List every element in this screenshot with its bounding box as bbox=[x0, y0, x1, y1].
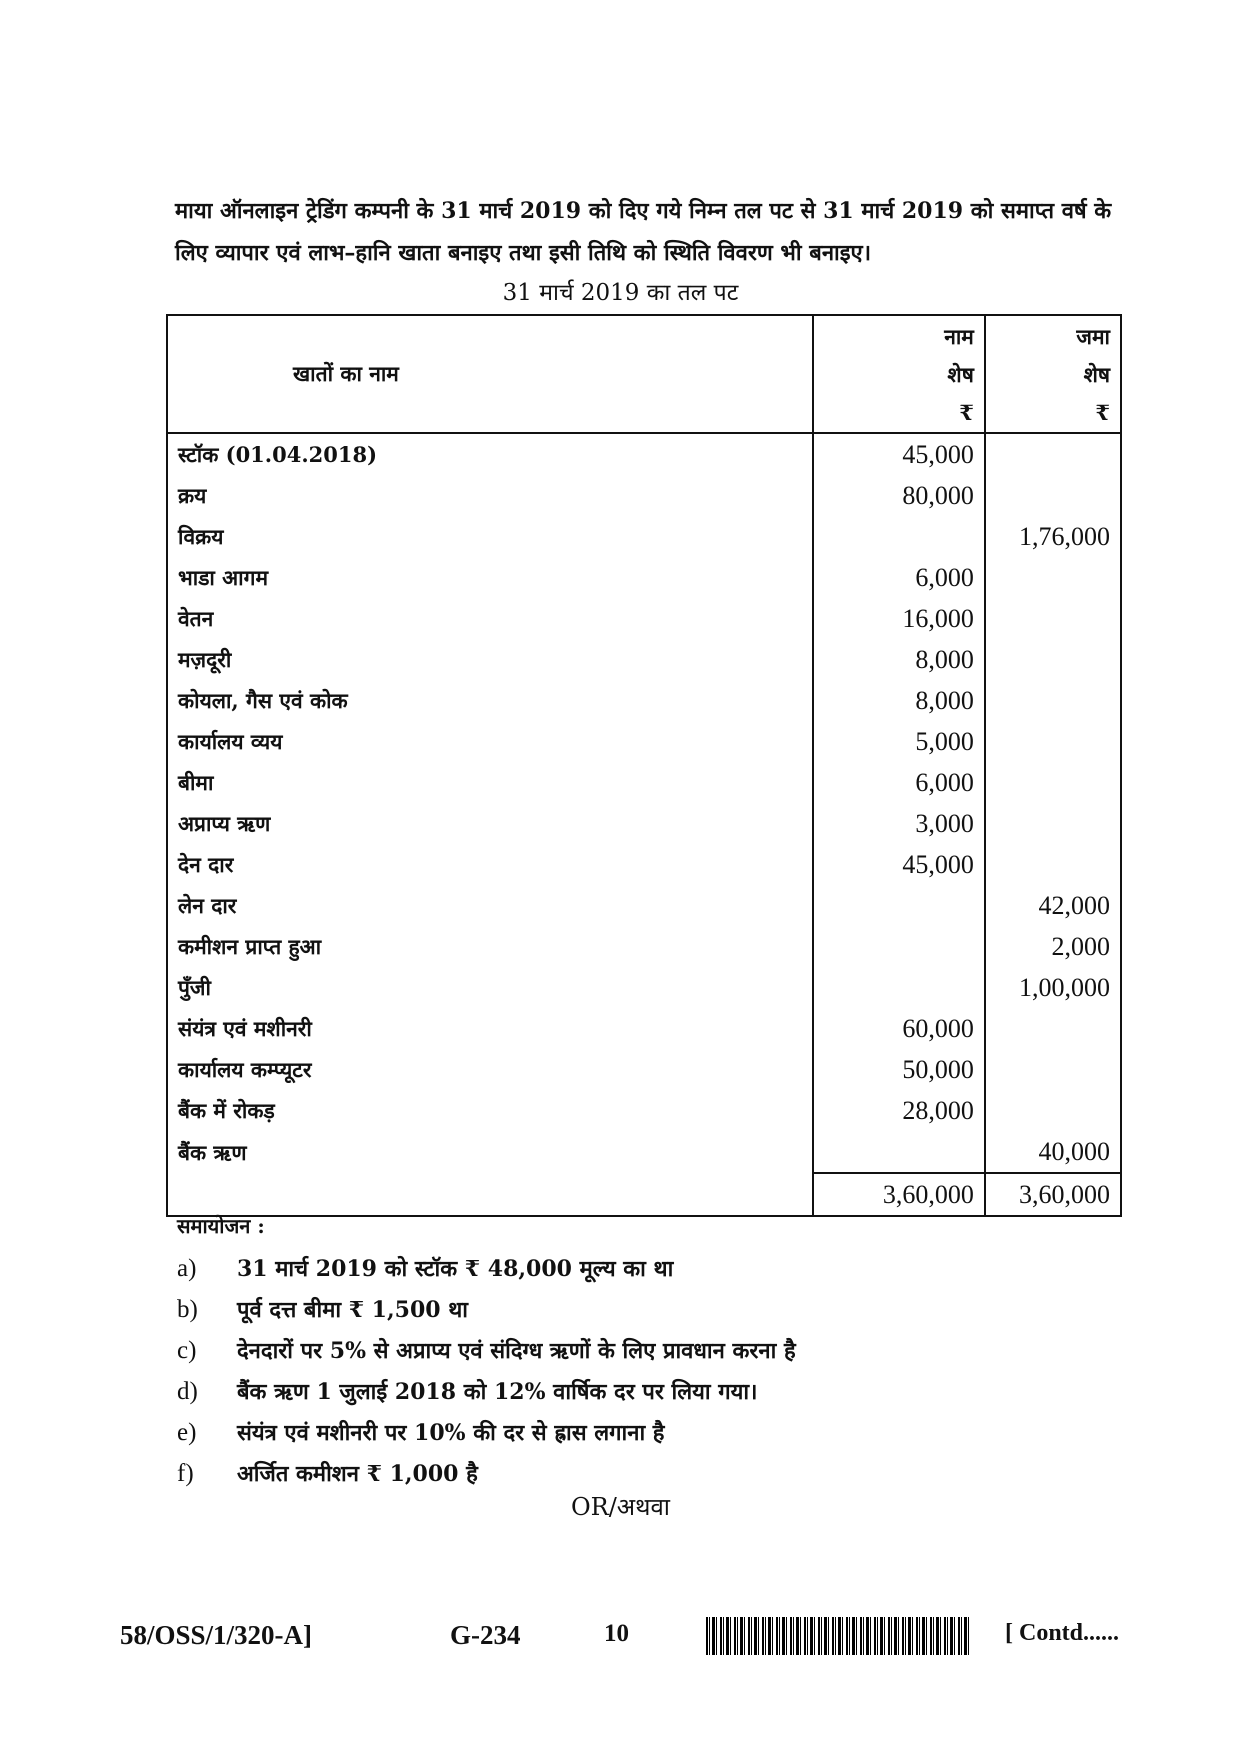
table-row bbox=[167, 680, 1121, 721]
list-item bbox=[177, 1412, 796, 1453]
account-name: क्रय bbox=[167, 475, 813, 516]
table-row bbox=[167, 557, 1121, 598]
item-text: पूर्व दत्त बीमा ₹ 1,500 था bbox=[237, 1297, 468, 1323]
header-debit-balance bbox=[813, 315, 984, 433]
item-letter: c) bbox=[177, 1337, 197, 1364]
account-name: बीमा bbox=[167, 762, 813, 803]
table-row bbox=[167, 844, 1121, 885]
debit-amount: 3,000 bbox=[813, 803, 984, 844]
credit-amount bbox=[985, 639, 1121, 680]
table-row bbox=[167, 639, 1121, 680]
footer-continued: [ Contd...... bbox=[1005, 1620, 1120, 1646]
credit-amount bbox=[985, 762, 1121, 803]
table-row bbox=[167, 803, 1121, 844]
list-item bbox=[177, 1453, 796, 1494]
credit-amount bbox=[985, 1090, 1121, 1131]
item-letter: b) bbox=[177, 1296, 198, 1323]
debit-amount bbox=[813, 516, 984, 557]
table-row bbox=[167, 1090, 1121, 1131]
table-row bbox=[167, 516, 1121, 557]
table-row bbox=[167, 885, 1121, 926]
credit-amount bbox=[985, 844, 1121, 885]
account-name: संयंत्र एवं मशीनरी bbox=[167, 1008, 813, 1049]
item-text: 31 मार्च 2019 को स्टॉक ₹ 48,000 मूल्य का था bbox=[237, 1256, 674, 1282]
account-name: कार्यालय व्यय bbox=[167, 721, 813, 762]
footer-series: G-234 bbox=[450, 1620, 521, 1650]
debit-amount: 50,000 bbox=[813, 1049, 984, 1090]
credit-amount bbox=[985, 1049, 1121, 1090]
total-credit: 3,60,000 bbox=[985, 1173, 1121, 1216]
account-name: देन दार bbox=[167, 844, 813, 885]
header-account-name: खातों का नाम bbox=[167, 315, 813, 433]
debit-amount: 45,000 bbox=[813, 433, 984, 475]
credit-amount: 1,76,000 bbox=[985, 516, 1121, 557]
account-name: कोयला, गैस एवं कोक bbox=[167, 680, 813, 721]
question-text: माया ऑनलाइन ट्रेडिंग कम्पनी के 31 मार्च 2019 को दिए गये निम्न तल पट से 31 मार्च 2019 को समाप्त वर्ष के लिए व्यापार एवं लाभ–हानि खाता बनाइए तथा इसी तिथि को स्थिति विवरण भी बनाइए। bbox=[175, 198, 1112, 266]
or-separator: OR/अथवा bbox=[570, 1493, 671, 1521]
header-credit-line-1: जमा bbox=[1076, 324, 1110, 349]
table-header-row bbox=[167, 315, 1121, 433]
credit-amount bbox=[985, 1008, 1121, 1049]
debit-amount: 8,000 bbox=[813, 680, 984, 721]
item-text: बैंक ऋण 1 जुलाई 2018 को 12% वार्षिक दर पर लिया गया। bbox=[237, 1379, 758, 1405]
item-text: संयंत्र एवं मशीनरी पर 10% की दर से ह्रास लगाना है bbox=[237, 1420, 665, 1446]
account-name: भाडा आगम bbox=[167, 557, 813, 598]
credit-amount bbox=[985, 598, 1121, 639]
adjustments-heading: समायोजन : bbox=[177, 1214, 265, 1238]
table-row bbox=[167, 1049, 1121, 1090]
debit-amount bbox=[813, 1131, 984, 1173]
debit-amount bbox=[813, 967, 984, 1008]
table-row bbox=[167, 1131, 1121, 1173]
list-item bbox=[177, 1330, 796, 1371]
header-debit-line-2: शेष bbox=[947, 362, 974, 387]
debit-amount: 60,000 bbox=[813, 1008, 984, 1049]
account-name: स्टॉक (01.04.2018) bbox=[167, 433, 813, 475]
table-row bbox=[167, 598, 1121, 639]
credit-amount: 40,000 bbox=[985, 1131, 1121, 1173]
credit-amount bbox=[985, 803, 1121, 844]
account-name: अप्राप्य ऋण bbox=[167, 803, 813, 844]
adjustments-list bbox=[177, 1248, 796, 1494]
table-total-row bbox=[167, 1173, 1121, 1216]
table-row bbox=[167, 433, 1121, 475]
account-name: बैंक ऋण bbox=[167, 1131, 813, 1173]
table-row bbox=[167, 926, 1121, 967]
account-name: मज़दूरी bbox=[167, 639, 813, 680]
debit-amount: 80,000 bbox=[813, 475, 984, 516]
table-row bbox=[167, 1008, 1121, 1049]
account-name: बैंक में रोकड़ bbox=[167, 1090, 813, 1131]
table-row bbox=[167, 762, 1121, 803]
table-title: 31 मार्च 2019 का तल पट bbox=[502, 280, 739, 306]
list-item bbox=[177, 1248, 796, 1289]
item-letter: d) bbox=[177, 1378, 198, 1405]
header-credit-line-2: शेष bbox=[1083, 362, 1110, 387]
debit-amount: 6,000 bbox=[813, 762, 984, 803]
total-debit: 3,60,000 bbox=[813, 1173, 984, 1216]
item-text: अर्जित कमीशन ₹ 1,000 है bbox=[237, 1461, 478, 1487]
debit-amount: 6,000 bbox=[813, 557, 984, 598]
account-name: वेतन bbox=[167, 598, 813, 639]
credit-amount: 42,000 bbox=[985, 885, 1121, 926]
debit-amount: 28,000 bbox=[813, 1090, 984, 1131]
debit-amount: 16,000 bbox=[813, 598, 984, 639]
account-name: विक्रय bbox=[167, 516, 813, 557]
credit-amount bbox=[985, 475, 1121, 516]
table-row bbox=[167, 967, 1121, 1008]
account-name: लेन दार bbox=[167, 885, 813, 926]
header-debit-line-3: ₹ bbox=[959, 400, 974, 425]
table-row bbox=[167, 475, 1121, 516]
table-row bbox=[167, 721, 1121, 762]
list-item bbox=[177, 1289, 796, 1330]
debit-amount: 8,000 bbox=[813, 639, 984, 680]
header-credit-line-3: ₹ bbox=[1095, 400, 1110, 425]
credit-amount bbox=[985, 680, 1121, 721]
debit-amount: 5,000 bbox=[813, 721, 984, 762]
credit-amount bbox=[985, 721, 1121, 762]
debit-amount: 45,000 bbox=[813, 844, 984, 885]
credit-amount bbox=[985, 433, 1121, 475]
footer-paper-code: 58/OSS/1/320-A] bbox=[120, 1620, 313, 1650]
barcode-image bbox=[706, 1617, 972, 1655]
item-text: देनदारों पर 5% से अप्राप्य एवं संदिग्ध ऋणों के लिए प्रावधान करना है bbox=[237, 1338, 796, 1364]
debit-amount bbox=[813, 885, 984, 926]
footer-page-number: 10 bbox=[604, 1620, 629, 1647]
list-item bbox=[177, 1371, 796, 1412]
account-name: कमीशन प्राप्त हुआ bbox=[167, 926, 813, 967]
header-debit-line-1: नाम bbox=[944, 324, 974, 349]
item-letter: a) bbox=[177, 1255, 197, 1282]
account-name: कार्यालय कम्प्यूटर bbox=[167, 1049, 813, 1090]
item-letter: f) bbox=[177, 1460, 194, 1487]
credit-amount: 1,00,000 bbox=[985, 967, 1121, 1008]
item-letter: e) bbox=[177, 1419, 197, 1446]
account-name: पुँजी bbox=[167, 967, 813, 1008]
total-label-cell bbox=[167, 1173, 813, 1216]
credit-amount bbox=[985, 557, 1121, 598]
header-credit-balance bbox=[985, 315, 1121, 433]
trial-balance-table bbox=[166, 314, 1122, 1217]
credit-amount: 2,000 bbox=[985, 926, 1121, 967]
debit-amount bbox=[813, 926, 984, 967]
